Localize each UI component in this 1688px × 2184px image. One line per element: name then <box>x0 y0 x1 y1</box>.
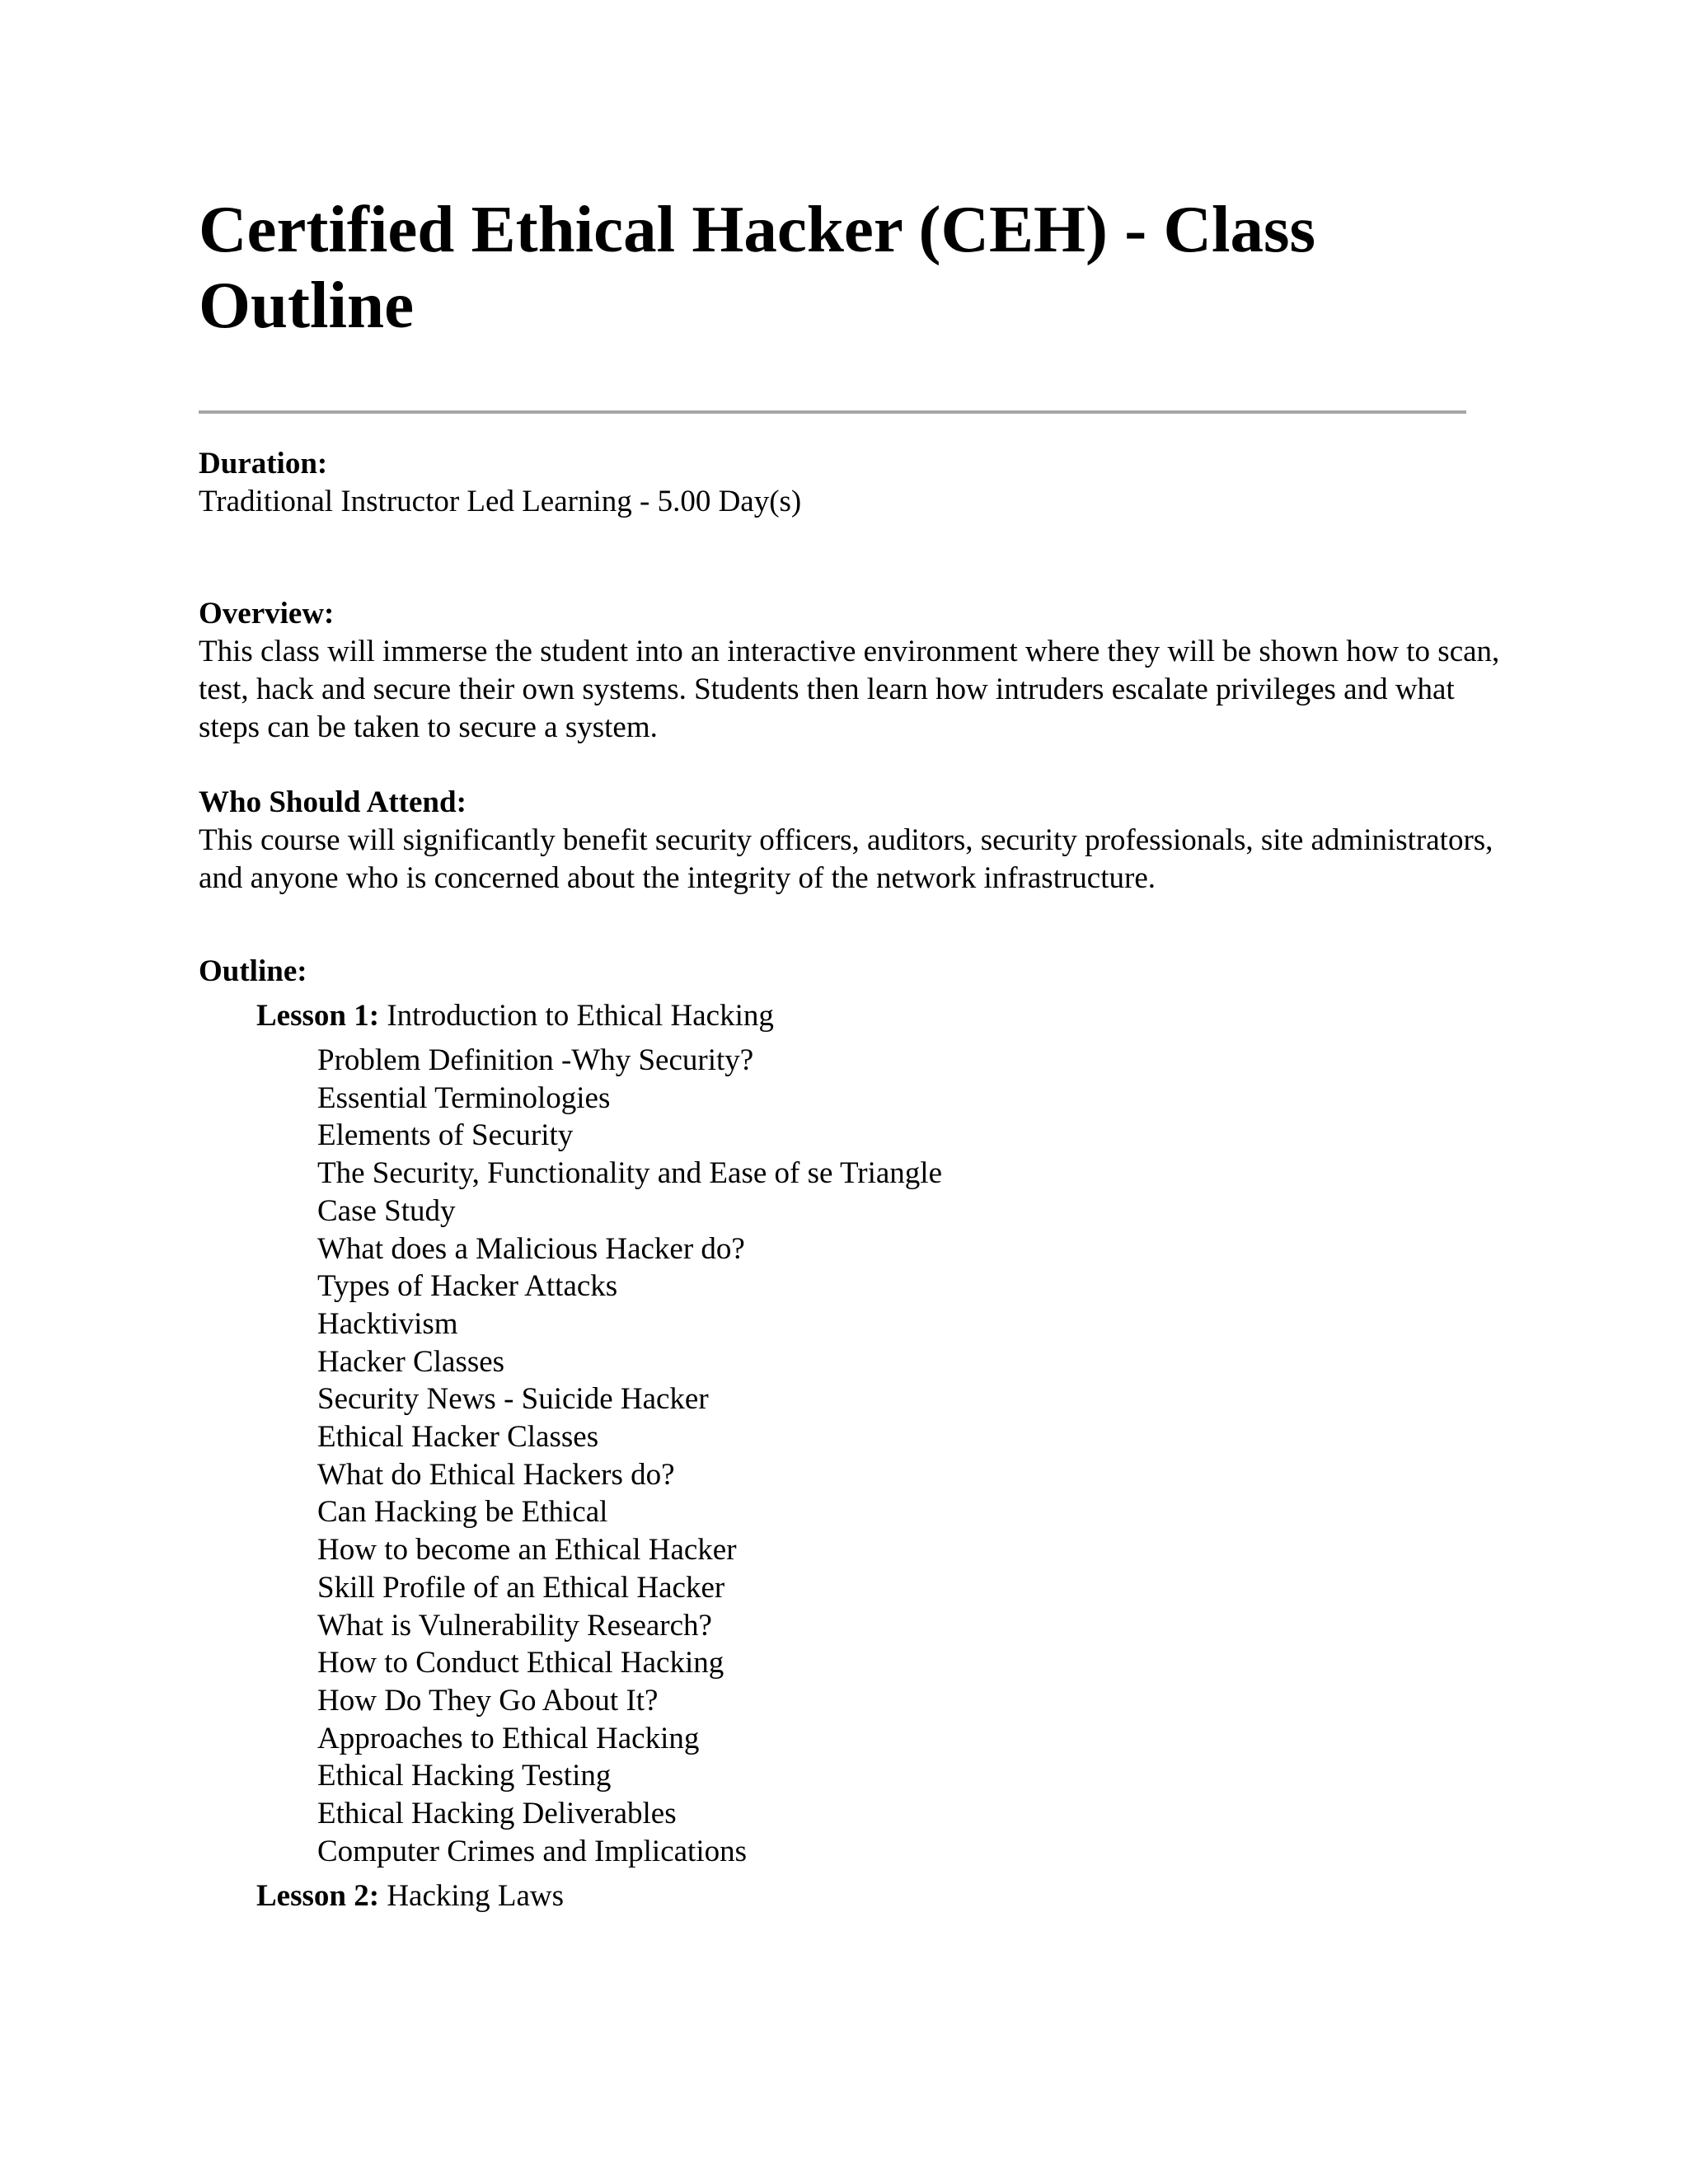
topic-item: How to become an Ethical Hacker <box>317 1533 737 1568</box>
topic-item: What is Vulnerability Research? <box>317 1608 712 1643</box>
topic-item: Essential Terminologies <box>317 1080 611 1115</box>
topic-item: What does a Malicious Hacker do? <box>317 1231 745 1266</box>
topic-item: Approaches to Ethical Hacking <box>317 1721 700 1755</box>
lesson-1-number: Lesson 1: <box>256 999 380 1033</box>
overview-section <box>199 595 1501 747</box>
topic-item: Elements of Security <box>317 1118 574 1153</box>
lesson-1-topic-list <box>317 1042 942 1870</box>
lesson-1-title: Introduction to Ethical Hacking <box>387 999 774 1033</box>
topic-item: The Security, Functionality and Ease of se Triangle <box>317 1156 943 1191</box>
topic-item: Problem Definition -Why Security? <box>317 1043 754 1077</box>
topic-item: How to Conduct Ethical Hacking <box>317 1646 724 1680</box>
who-should-attend-text: This course will significantly benefit security officers, auditors, security professionals, site administrators, and anyone who is concerned about the integrity of the network infrastructure. <box>199 823 1493 895</box>
topic-item: What do Ethical Hackers do? <box>317 1457 675 1492</box>
page-title: Certified Ethical Hacker (CEH) - Class Outline <box>199 192 1316 342</box>
topic-item: Can Hacking be Ethical <box>317 1495 608 1530</box>
topic-item: Hacktivism <box>317 1306 458 1341</box>
topic-item: Case Study <box>317 1193 456 1228</box>
overview-text: This class will immerse the student into an interactive environment where they will be shown how to scan, test, hack and secure their own systems. Students then learn how intruders escalate privileges and what steps can be taken to secure a system. <box>199 635 1500 744</box>
overview-label: Overview: <box>199 597 335 630</box>
topic-item: Security News - Suicide Hacker <box>317 1382 709 1417</box>
who-should-attend-section <box>199 784 1501 898</box>
who-should-attend-label: Who Should Attend: <box>199 785 467 819</box>
duration-section <box>199 445 1501 521</box>
lesson-2-number: Lesson 2: <box>256 1879 380 1913</box>
topic-item: How Do They Go About It? <box>317 1683 659 1718</box>
topic-item: Skill Profile of an Ethical Hacker <box>317 1570 725 1605</box>
outline-label: Outline: <box>199 954 307 988</box>
outline-section <box>199 953 1501 991</box>
lesson-2-title: Hacking Laws <box>387 1879 565 1913</box>
lesson-2-heading <box>256 1877 564 1915</box>
topic-item: Hacker Classes <box>317 1344 505 1379</box>
topic-item: Ethical Hacker Classes <box>317 1420 599 1455</box>
topic-item: Ethical Hacking Deliverables <box>317 1797 677 1831</box>
lesson-1-heading <box>256 997 774 1035</box>
topic-item: Types of Hacker Attacks <box>317 1269 618 1304</box>
duration-text: Traditional Instructor Led Learning - 5.00 Day(s) <box>199 485 802 518</box>
topic-item: Ethical Hacking Testing <box>317 1759 612 1793</box>
horizontal-divider <box>199 410 1466 414</box>
duration-label: Duration: <box>199 447 328 480</box>
topic-item: Computer Crimes and Implications <box>317 1834 747 1868</box>
